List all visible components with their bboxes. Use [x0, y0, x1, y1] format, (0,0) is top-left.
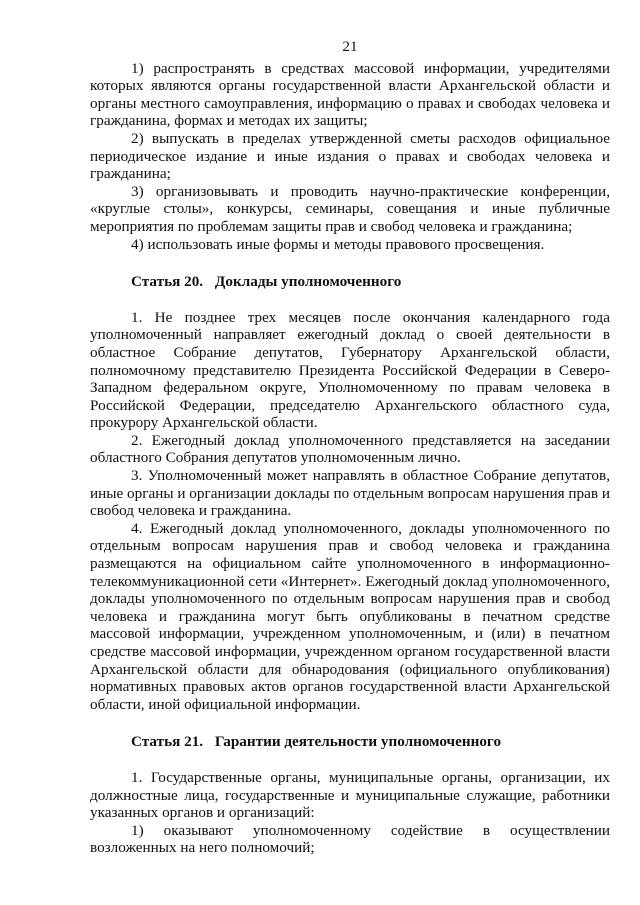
page-number: 21	[342, 38, 358, 55]
paragraph-item-4: 4) использовать иные формы и методы правового просвещения.	[131, 235, 545, 253]
article-20-number: Статья 20.	[131, 273, 204, 291]
article-20-paragraph-2: 2. Ежегодный доклад уполномоченного представляется на заседании областного Собрания депутатов уполномоченным лично.	[90, 431, 610, 467]
article-20-paragraph-1: 1. Не позднее трех месяцев после окончания календарного года уполномоченный направляет ежегодный доклад о своей деятельности в областное Собрание депутатов, Губернатору Архангельской области, полномочному представителю Президента Российской Федерации в Северо-Западном федеральном округе, Уполномоченному по правам человека в Российской Федерации, председателю Архангельского областного суда, прокурору Архангельской области.	[90, 308, 610, 432]
paragraph-item-2: 2) выпускать в пределах утвержденной сметы расходов официальное периодическое издание и иные издания о правах и свободах человека и гражданина;	[90, 129, 610, 183]
article-20-heading	[90, 273, 610, 291]
article-21-number: Статья 21.	[131, 733, 204, 751]
article-20-title: Доклады уполномоченного	[214, 273, 402, 291]
paragraph-item-1: 1) распространять в средствах массовой информации, учредителями которых являются органы государственной власти Архангельской области и органы местного самоуправления, информацию о правах и свободах человека и гражданина, формах и методах их защиты;	[90, 59, 610, 130]
article-20-paragraph-3: 3. Уполномоченный может направлять в областное Собрание депутатов, иные органы и организации доклады по отдельным вопросам нарушения прав и свобод человека и гражданина.	[90, 467, 610, 520]
article-20-paragraph-4: 4. Ежегодный доклад уполномоченного, доклады уполномоченного по отдельным вопросам нарушения прав и свобод человека и гражданина размещаются на официальном сайте уполномоченного в информационно-телекоммуникационной сети «Интернет». Ежегодный доклад уполномоченного, доклады уполномоченного по отдельным вопросам нарушения прав и свобод человека и гражданина могут быть опубликованы в печатном средстве массовой информации, учрежденном уполномоченным, и (или) в печатном средстве массовой информации, учрежденном органом государственной власти Архангельской области для обнародования (официального опубликования) нормативных правовых актов органов государственной власти Архангельской области, иной официальной информации.	[90, 519, 610, 713]
article-21-subitem-1: 1) оказывают уполномоченному содействие в осуществлении возложенных на него полномочий;	[90, 821, 610, 857]
article-21-heading	[90, 733, 610, 751]
article-21-paragraph-1: 1. Государственные органы, муниципальные органы, организации, их должностные лица, государственные и муниципальные служащие, работники указанных органов и организаций:	[90, 768, 610, 822]
article-21-title: Гарантии деятельности уполномоченного	[214, 733, 502, 751]
document-page	[90, 38, 610, 857]
paragraph-item-3: 3) организовывать и проводить научно-практические конференции, «круглые столы», конкурсы, семинары, совещания и иные публичные мероприятия по проблемам защиты прав и свобод человека и гражданина;	[90, 182, 610, 235]
